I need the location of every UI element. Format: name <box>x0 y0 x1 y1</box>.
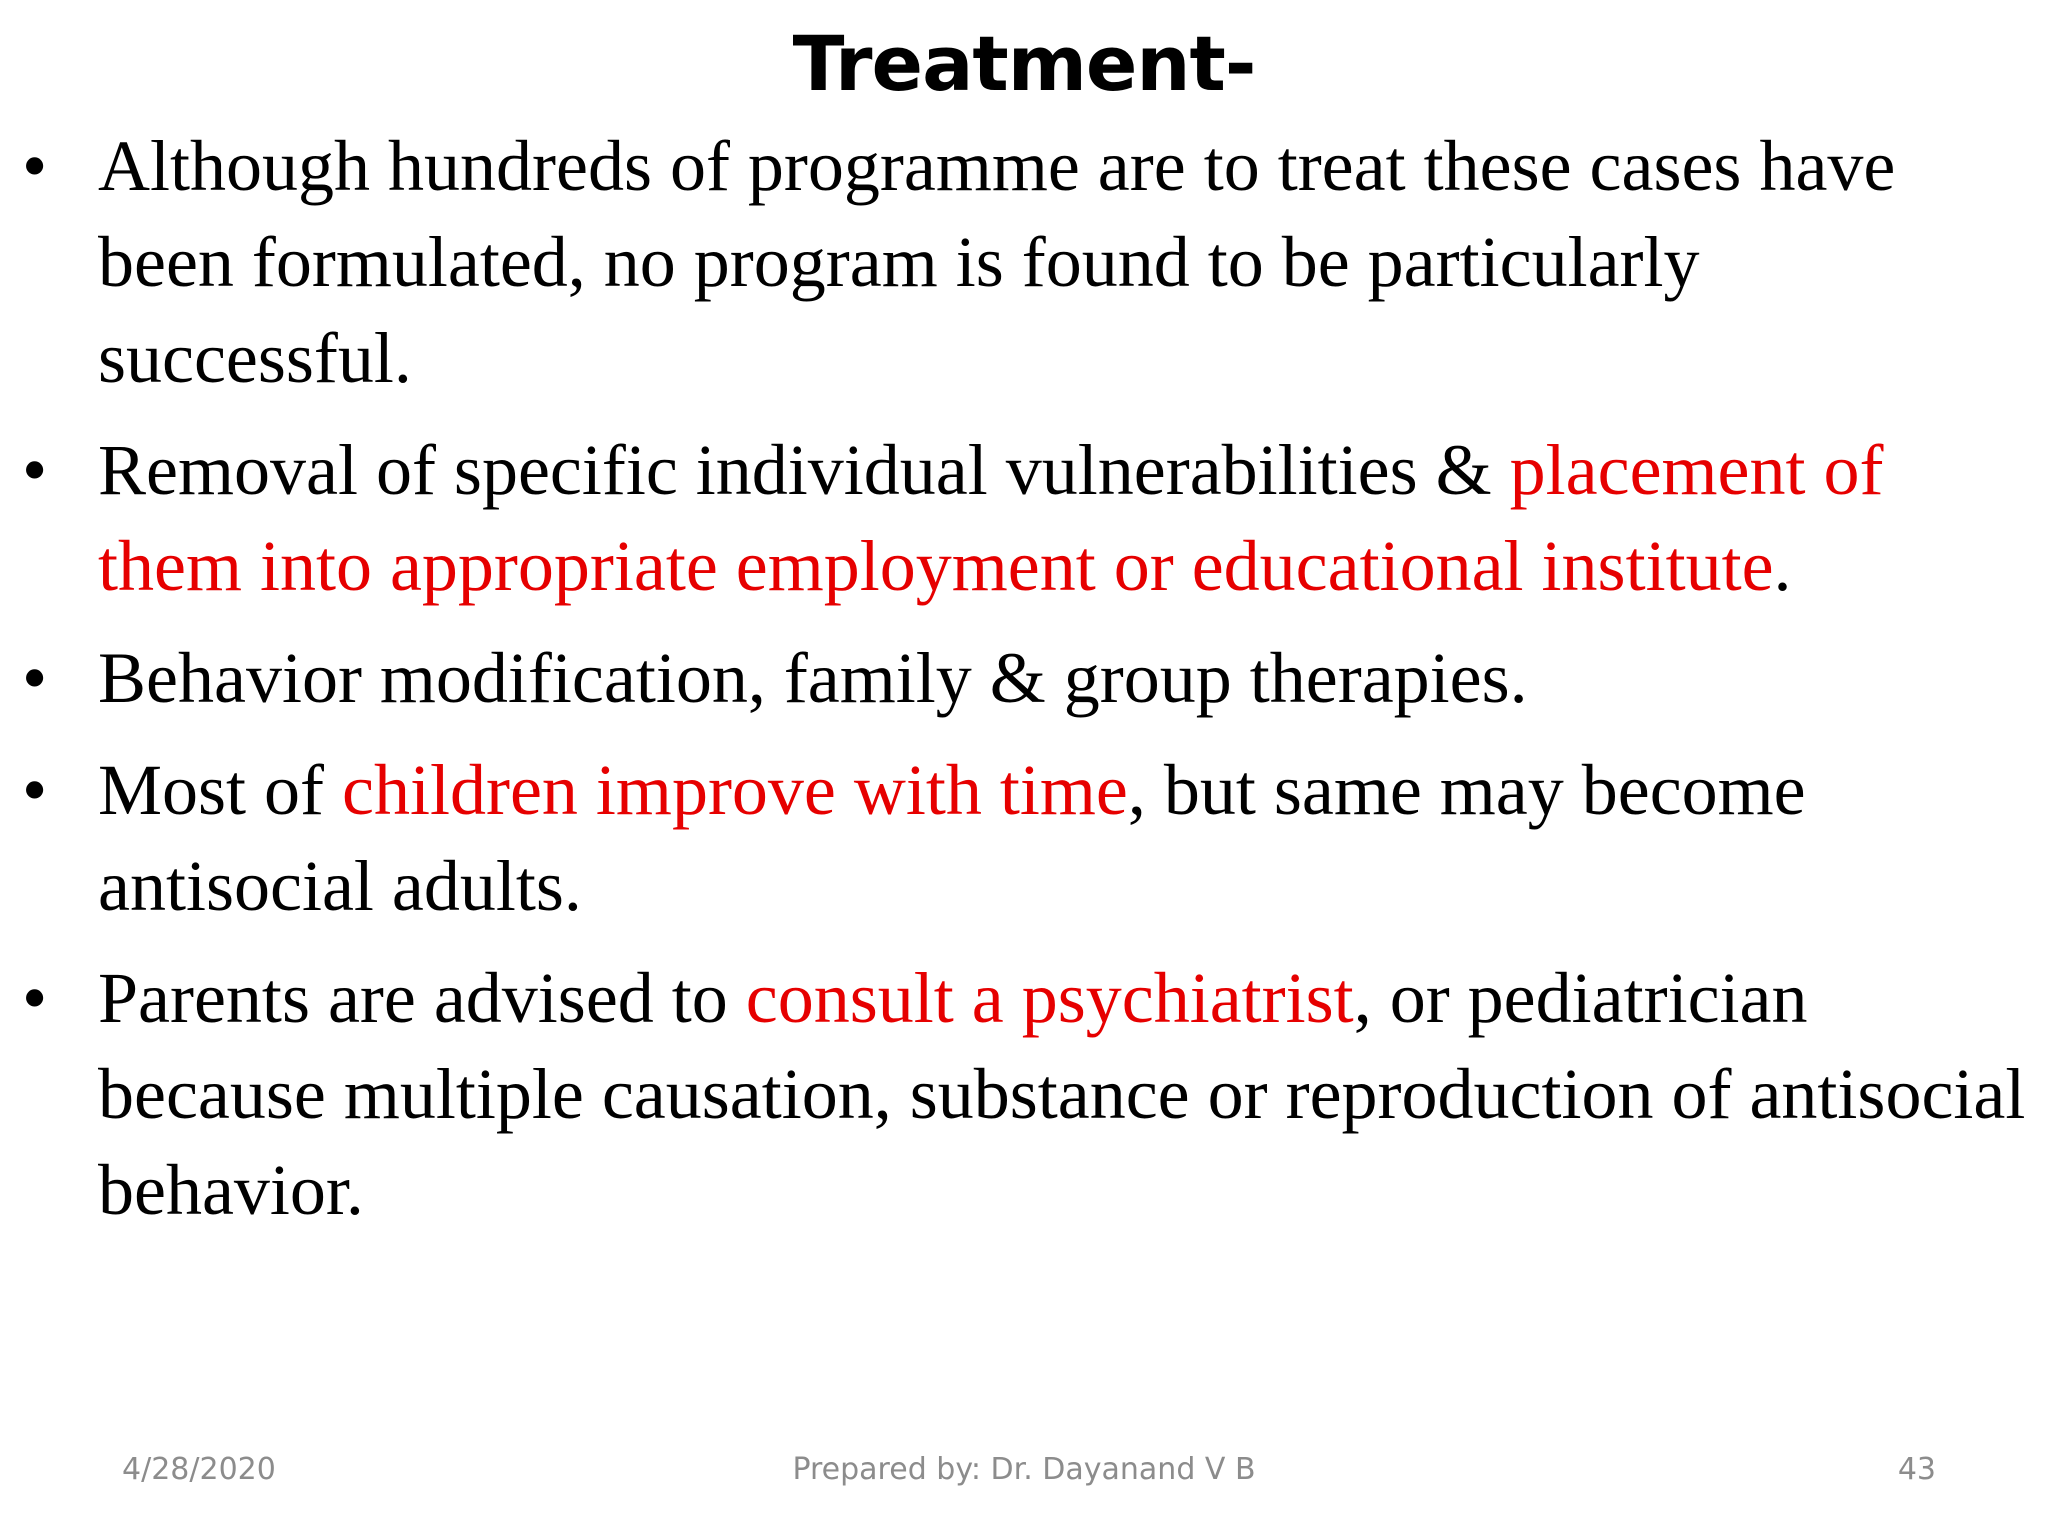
bullet-text: . <box>1773 526 1792 606</box>
bullet-dot-icon: • <box>22 126 48 206</box>
slide-title: Treatment- <box>792 19 1256 108</box>
bullet-text: Behavior modification, family & group therapies. <box>98 638 1528 718</box>
bullet-highlight-text: consult a psychiatrist <box>745 958 1354 1038</box>
bullet-text: , but same may become antisocial adults. <box>98 750 1806 926</box>
bullet-dot-icon: • <box>22 638 48 718</box>
bullet-text: Parents are advised to <box>98 958 746 1038</box>
bullet-dot-icon: • <box>22 750 48 830</box>
bullet-item <box>0 742 2048 934</box>
footer-page-number: 43 <box>1897 1452 1936 1487</box>
bullet-item <box>0 950 2048 1238</box>
bullet-item <box>0 422 2048 614</box>
bullet-item <box>0 630 2048 726</box>
bullet-text: Removal of specific individual vulnerabilities & <box>98 430 1510 510</box>
bullet-dot-icon: • <box>22 958 48 1038</box>
bullet-highlight-text: children improve with time <box>342 750 1128 830</box>
bullet-item <box>0 118 2048 406</box>
footer-date: 4/28/2020 <box>122 1452 276 1487</box>
bullet-list <box>0 118 2048 1254</box>
bullet-text: , or pediatrician because multiple causation, substance or reproduction of antisocial behavior. <box>98 958 2026 1230</box>
bullet-text: Most of <box>98 750 343 830</box>
footer-author: Prepared by: Dr. Dayanand V B <box>792 1452 1256 1487</box>
bullet-highlight-text: placement of them into appropriate employment or educational institute <box>98 430 1884 606</box>
bullet-text: Although hundreds of programme are to treat these cases have been formulated, no program is found to be particularly successful. <box>98 126 1896 398</box>
bullet-dot-icon: • <box>22 430 48 510</box>
